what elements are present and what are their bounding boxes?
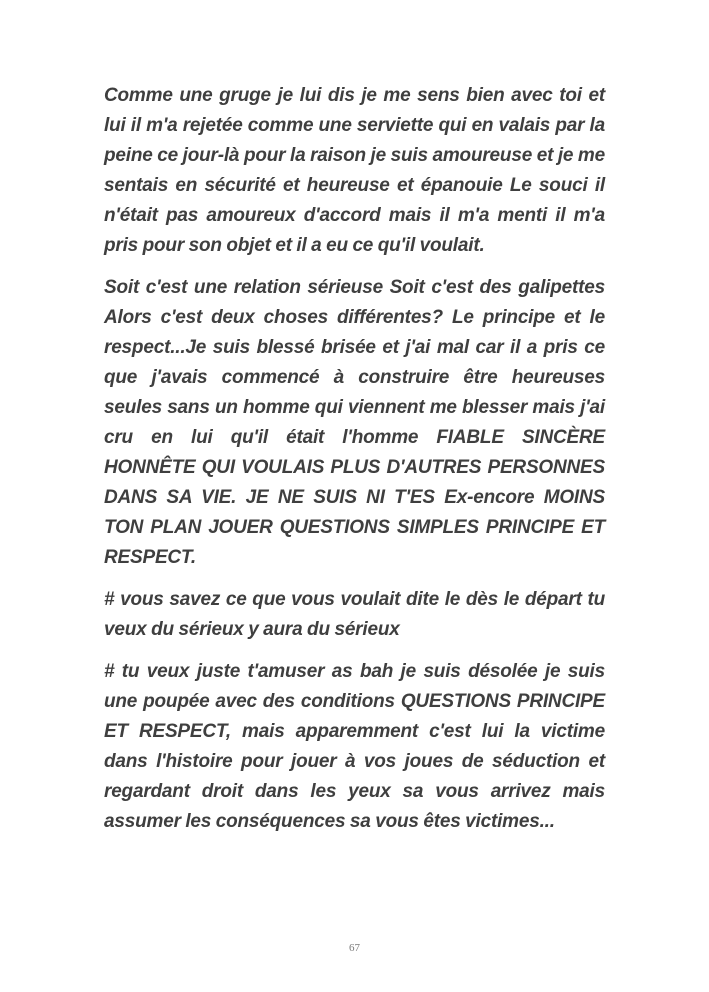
paragraph-4: # tu veux juste t'amuser as bah je suis désolée je suis une poupée avec des conditions QUESTIONS PRINCIPE ET RESPECT, mais apparemment c'est lui la victime dans l'histoire pour jouer à vos joues de séduction et regardant droit dans les yeux sa vous arrivez mais assumer les conséquences sa vous êtes victimes... [104,661,605,832]
page-number: 67 [349,942,360,954]
body-text [104,81,605,849]
paragraph-1: Comme une gruge je lui dis je me sens bien avec toi et lui il m'a rejetée comme une serviette qui en valais par la peine ce jour-là pour la raison je suis amoureuse et je me sentais en sécurité et heureuse et épanouie Le souci il n'était pas amoureux d'accord mais il m'a menti il m'a pris pour son objet et il a eu ce qu'il voulait. [104,85,605,256]
paragraph-3: # vous savez ce que vous voulait dite le dès le départ tu veux du sérieux y aura du sérieux [104,589,605,640]
paragraph-2: Soit c'est une relation sérieuse Soit c'est des galipettes Alors c'est deux choses différentes? Le principe et le respect...Je suis blessé brisée et j'ai mal car il a pris ce que j'avais commencé à construire être heureuses seules sans un homme qui viennent me blesser mais j'ai cru en lui qu'il était l'homme FIABLE SINCÈRE HONNÊTE QUI VOULAIS PLUS D'AUTRES PERSONNES DANS SA VIE. JE NE SUIS NI T'ES Ex-encore MOINS TON PLAN JOUER QUESTIONS SIMPLES PRINCIPE ET RESPECT. [104,277,605,568]
